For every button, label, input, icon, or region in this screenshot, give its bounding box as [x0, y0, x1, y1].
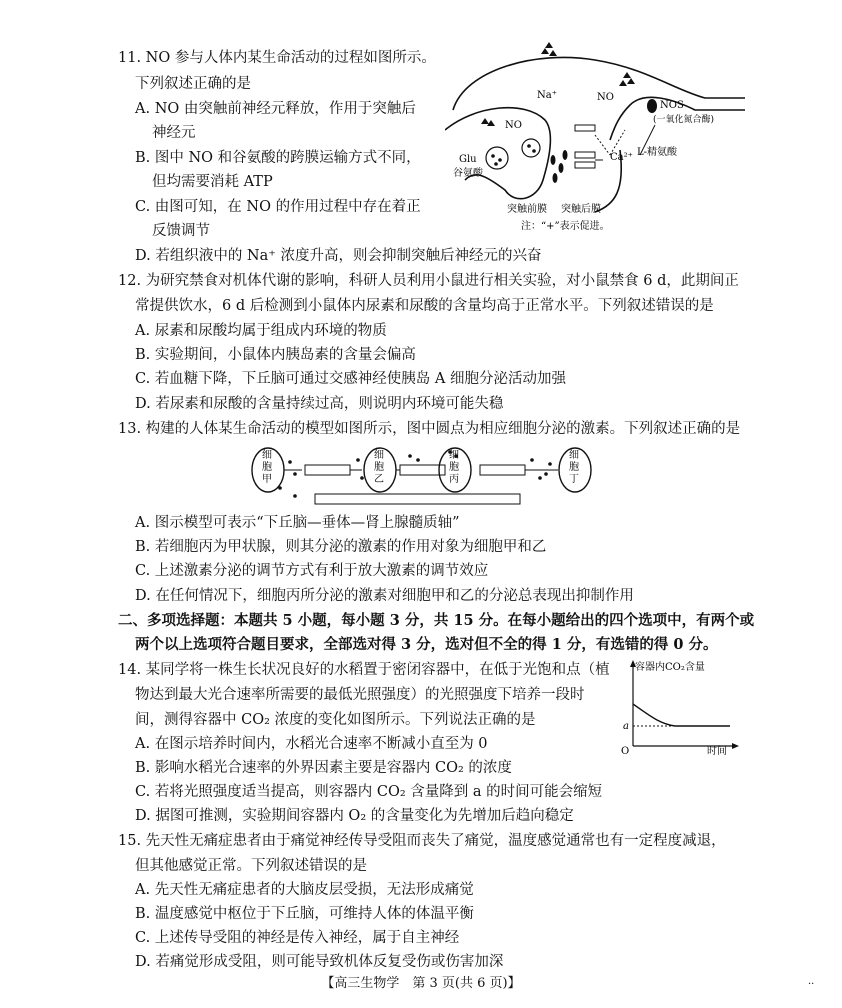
page-footer: 【高三生物学 第 3 页(共 6 页)】 — [321, 976, 521, 991]
q15-stem: 15. 先天性无痛症患者由于痛觉神经传导受阻而丧失了痛觉，温度感觉通常也有一定程度减退， — [118, 833, 726, 849]
q11-option-a-cont: 神经元 — [152, 125, 196, 141]
q14-option-b: B. 影响水稻光合速率的外界因素主要是容器内 CO₂ 的浓度 — [135, 760, 512, 776]
q11-option-b: B. 图中 NO 和谷氨酸的跨膜运输方式不同， — [135, 150, 421, 166]
no-right-label: NO — [597, 92, 614, 103]
q12-option-a: A. 尿素和尿酸均属于组成内环境的物质 — [135, 323, 387, 339]
section-2-heading-cont: 两个以上选项符合题目要求，全部选对得 3 分，选对但不全的得 1 分，有选错的得 0 分。 — [135, 636, 718, 653]
glu-label: Glu — [459, 154, 477, 165]
q12-option-b: B. 实验期间，小鼠体内胰岛素的含量会偏高 — [135, 347, 416, 363]
l-arg-label: L-精氨酸 — [637, 147, 678, 158]
q14-stem-2: 物达到最大光合速率所需要的最低光照强度）的光照强度下培养一段时 — [135, 687, 585, 703]
no-left-label: NO — [505, 120, 522, 131]
q15-option-c: C. 上述传导受阻的神经是传入神经，属于自主神经 — [135, 930, 460, 946]
co2-graph — [615, 656, 745, 756]
q13-stem: 13. 构建的人体某生命活动的模型如图所示，图中圆点为相应细胞分泌的激素。下列叙述正确的是 — [118, 421, 741, 437]
q14-stem-3: 间，测得容器中 CO₂ 浓度的变化如图所示。下列说法正确的是 — [135, 712, 536, 728]
q15-option-d: D. 若痛觉形成受阻，则可能导致机体反复受伤或伤害加深 — [135, 954, 504, 970]
graph-origin: O — [621, 746, 630, 756]
cell-bing-label: 细胞丙 — [449, 450, 459, 485]
q15-option-b: B. 温度感觉中枢位于下丘脑，可维持人体的体温平衡 — [135, 906, 474, 922]
section-2-heading: 二、多项选择题：本题共 5 小题，每小题 3 分，共 15 分。在每小题给出的四个选项中，有两个或 — [118, 612, 755, 629]
q14-option-c: C. 若将光照强度适当提高，则容器内 CO₂ 含量降到 a 的时间可能会缩短 — [135, 784, 603, 800]
corner-mark: ·· — [808, 979, 815, 990]
nos-note: (一氧化氮合酶) — [653, 115, 715, 125]
ca-label: Ca²⁺ — [610, 152, 633, 163]
q13-option-d: D. 在任何情况下，细胞丙所分泌的激素对细胞甲和乙的分泌总表现出抑制作用 — [135, 588, 634, 604]
q14-option-d: D. 据图可推测，实验期间容器内 O₂ 的含量变化为先增加后趋向稳定 — [135, 808, 574, 824]
cell-yi-label: 细胞乙 — [374, 450, 384, 485]
q14-stem: 14. 某同学将一株生长状况良好的水稻置于密闭容器中，在低于光饱和点（植 — [118, 662, 610, 678]
pre-membrane-label: 突触前膜 — [507, 204, 547, 215]
q15-option-a: A. 先天性无痛症患者的大脑皮层受损，无法形成痛觉 — [135, 882, 474, 898]
post-membrane-label: 突触后膜 — [561, 204, 601, 215]
q13-option-a: A. 图示模型可表示“下丘脑—垂体—肾上腺髓质轴” — [135, 515, 460, 531]
q11-stem-2: 下列叙述正确的是 — [135, 76, 251, 92]
q11-stem: 11. NO 参与人体内某生命活动的过程如图所示。 — [118, 50, 436, 66]
glu-name-label: 谷氨酸 — [453, 168, 483, 179]
figure-note: 注：“+”表示促进。 — [521, 221, 610, 232]
graph-x-label: 时间 — [707, 746, 727, 756]
q13-option-c: C. 上述激素分泌的调节方式有利于放大激素的调节效应 — [135, 563, 489, 579]
q15-stem-2: 但其他感觉正常。下列叙述错误的是 — [135, 858, 367, 874]
na-label: Na⁺ — [537, 90, 557, 101]
q11-option-b-cont: 但均需要消耗 ATP — [152, 174, 273, 190]
q14-option-a: A. 在图示培养时间内，水稻光合速率不断减小直至为 0 — [135, 736, 488, 752]
q12-option-c: C. 若血糖下降，下丘脑可通过交感神经使胰岛 A 细胞分泌活动加强 — [135, 371, 566, 387]
cell-jia-label: 细胞甲 — [262, 450, 272, 485]
q11-option-c-cont: 反馈调节 — [152, 223, 210, 239]
q12-stem-2: 常提供饮水，6 d 后检测到小鼠体内尿素和尿酸的含量均高于正常水平。下列叙述错误的是 — [135, 298, 714, 314]
q11-option-a: A. NO 由突触前神经元释放，作用于突触后 — [135, 101, 416, 117]
q12-option-d: D. 若尿素和尿酸的含量持续过高，则说明内环境可能失稳 — [135, 396, 504, 412]
graph-a-label: a — [623, 721, 629, 732]
synapse-diagram — [445, 40, 745, 240]
graph-y-label: 容器内CO₂含量 — [635, 662, 705, 673]
nos-label: NOS — [660, 100, 684, 111]
q11-option-c: C. 由图可知，在 NO 的作用过程中存在着正 — [135, 199, 421, 215]
q13-option-b: B. 若细胞丙为甲状腺，则其分泌的激素的作用对象为细胞甲和乙 — [135, 539, 547, 555]
hormone-model-diagram — [250, 440, 600, 510]
q12-stem: 12. 为研究禁食对机体代谢的影响，科研人员利用小鼠进行相关实验，对小鼠禁食 6 d，此期间正 — [118, 273, 739, 289]
cell-ding-label: 细胞丁 — [569, 450, 579, 485]
q11-option-d: D. 若组织液中的 Na⁺ 浓度升高，则会抑制突触后神经元的兴奋 — [135, 248, 542, 264]
